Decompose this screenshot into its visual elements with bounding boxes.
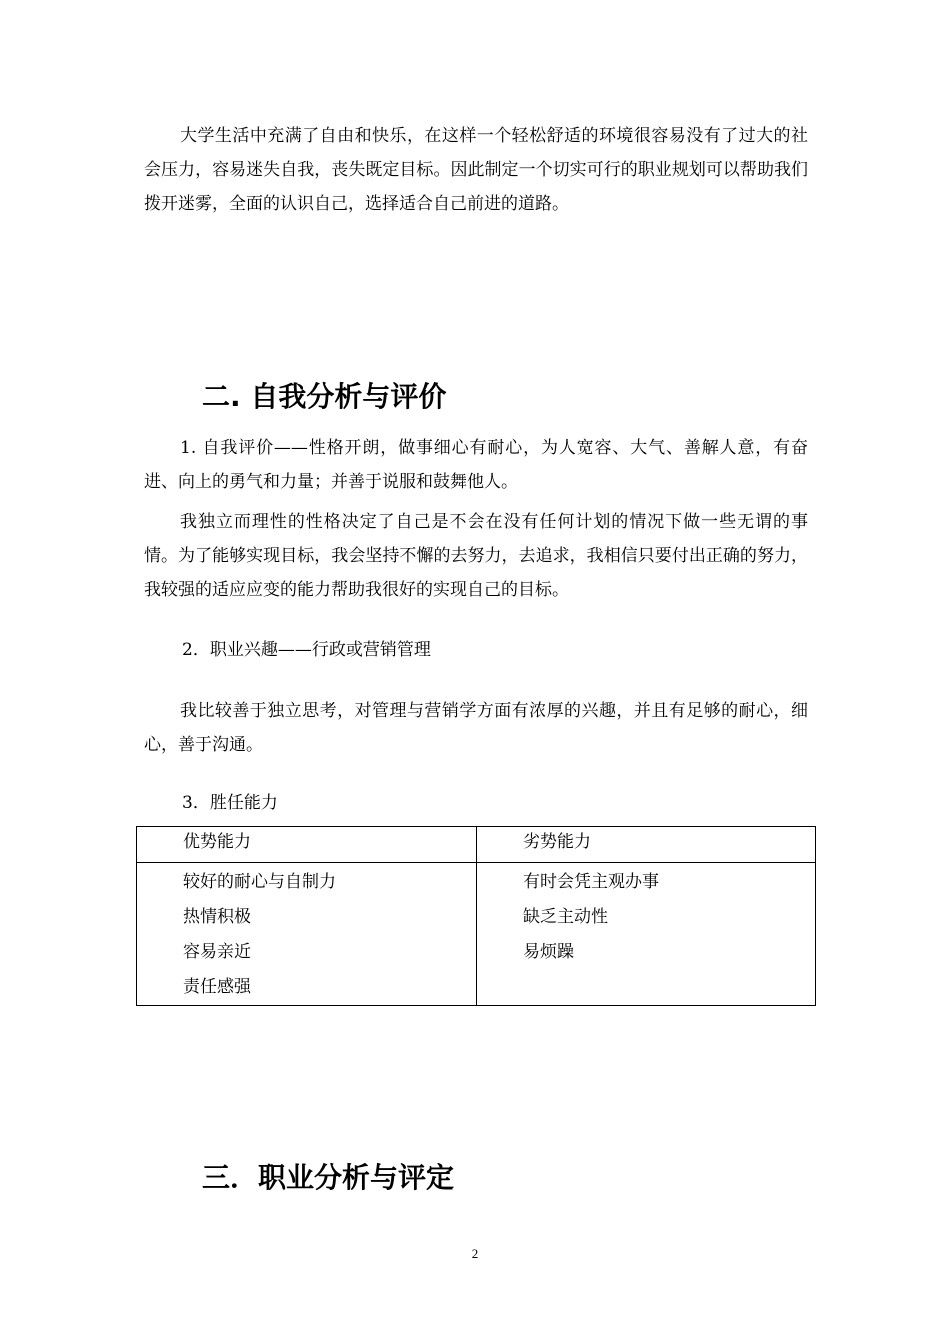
strength-item: 较好的耐心与自制力 bbox=[183, 872, 336, 892]
career-interest-title: 2．职业兴趣——行政或营销管理 bbox=[182, 640, 431, 660]
strengths-cell bbox=[137, 863, 477, 1006]
strength-item: 责任感强 bbox=[183, 977, 251, 997]
page-number: 2 bbox=[471, 1246, 479, 1261]
section-heading-career-analysis: 三．职业分析与评定 bbox=[202, 1161, 455, 1194]
self-evaluation-paragraph: 1. 自我评价——性格开朗，做事细心有耐心，为人宽容、大气、善解人意，有奋进、向上的勇气和力量；并善于说服和鼓舞他人。 bbox=[144, 438, 808, 492]
weakness-item: 缺乏主动性 bbox=[523, 907, 608, 927]
weakness-item: 有时会凭主观办事 bbox=[523, 872, 659, 892]
weakness-item: 易烦躁 bbox=[523, 942, 574, 962]
weaknesses-cell bbox=[477, 863, 816, 1006]
strength-item: 容易亲近 bbox=[183, 942, 251, 962]
weaknesses-header: 劣势能力 bbox=[477, 827, 816, 863]
intro-paragraph: 大学生活中充满了自由和快乐，在这样一个轻松舒适的环境很容易没有了过大的社会压力，容易迷失自我，丧失既定目标。因此制定一个切实可行的职业规划可以帮助我们拨开迷雾，全面的认识自己，选择适合自己前进的道路。 bbox=[144, 126, 808, 214]
career-interest-paragraph: 我比较善于独立思考，对管理与营销学方面有浓厚的兴趣，并且有足够的耐心，细心，善于沟通。 bbox=[144, 701, 808, 755]
section-heading-self-analysis: 二. 自我分析与评价 bbox=[202, 380, 447, 413]
strength-item: 热情积极 bbox=[183, 907, 251, 927]
competency-table bbox=[136, 826, 816, 1006]
strengths-header: 优势能力 bbox=[137, 827, 477, 863]
personality-paragraph: 我独立而理性的性格决定了自己是不会在没有任何计划的情况下做一些无谓的事情。为了能够实现目标，我会坚持不懈的去努力，去追求，我相信只要付出正确的努力，我较强的适应应变的能力帮助我很好的实现自己的目标。 bbox=[144, 512, 808, 600]
table-row bbox=[137, 863, 816, 1006]
table-header-row bbox=[137, 827, 816, 863]
competency-title: 3．胜任能力 bbox=[182, 793, 278, 813]
